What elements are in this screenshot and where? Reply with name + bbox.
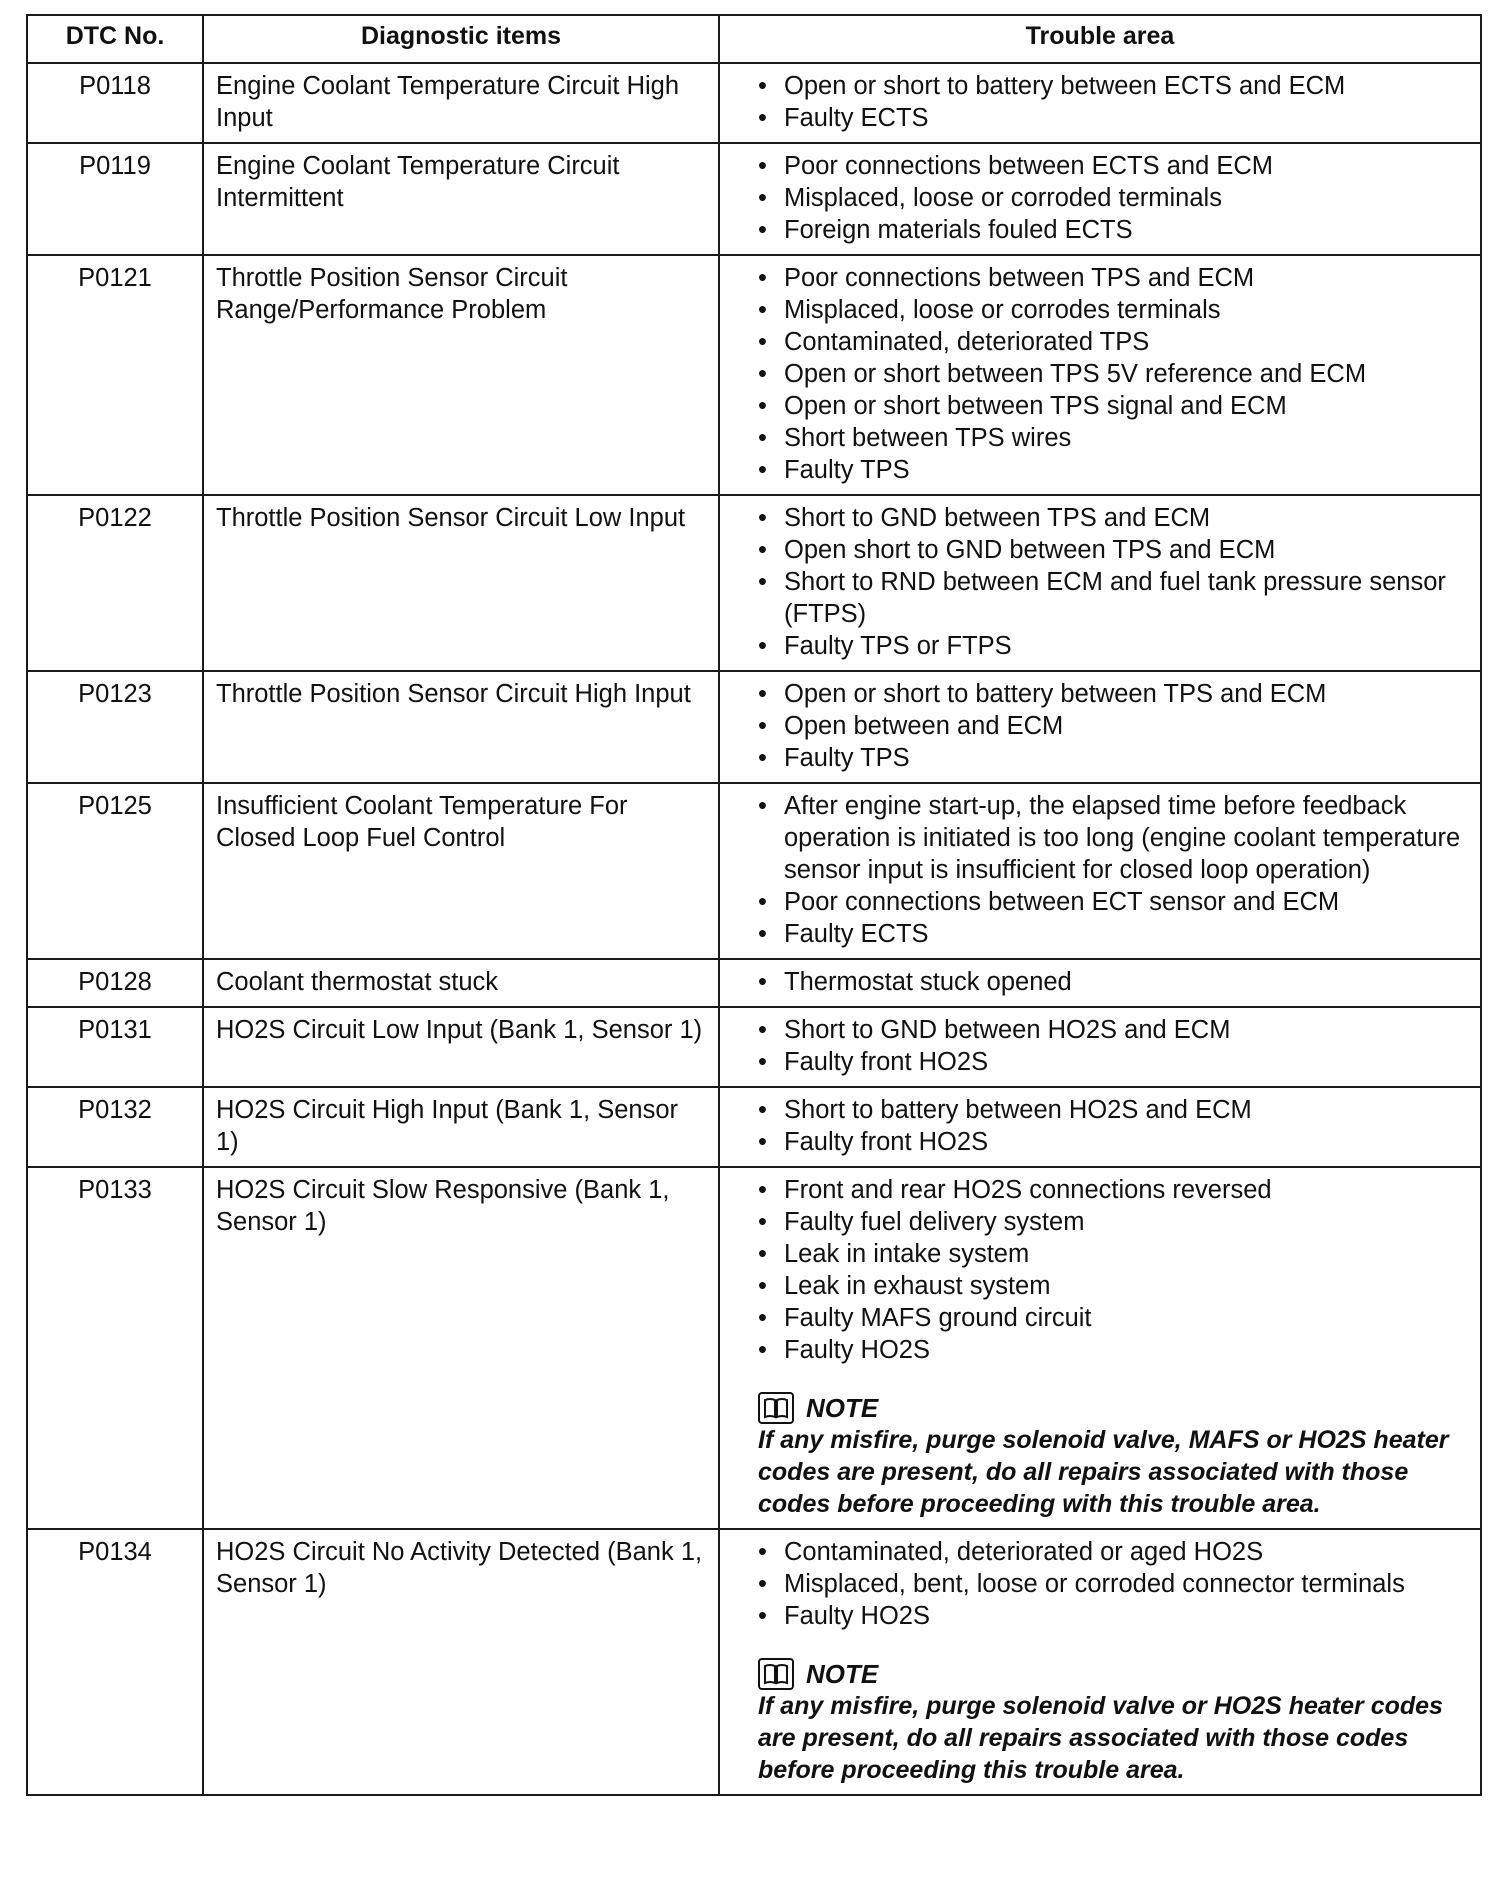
trouble-area-item: • Short to GND between TPS and ECM [758,502,1470,534]
trouble-area-item: • Front and rear HO2S connections reversed [758,1174,1470,1206]
table-row [27,1167,1481,1529]
trouble-area-list [758,70,1470,134]
trouble-area-item: • Open or short to battery between ECTS and ECM [758,70,1470,102]
trouble-area-cell [719,959,1481,1007]
diagnostic-item: Throttle Position Sensor Circuit High Input [203,671,719,783]
trouble-area-list [758,150,1470,246]
diagnostic-item: Insufficient Coolant Temperature For Closed Loop Fuel Control [203,783,719,959]
trouble-area-item: • Contaminated, deteriorated or aged HO2S [758,1536,1470,1568]
header-diagnostic-items: Diagnostic items [203,15,719,63]
diagnostic-item: Coolant thermostat stuck [203,959,719,1007]
trouble-area-item: • Faulty TPS [758,742,1470,774]
dtc-code: P0122 [27,495,203,671]
trouble-area-cell [719,671,1481,783]
trouble-area-item: • Open between and ECM [758,710,1470,742]
diagnostic-item: HO2S Circuit Slow Responsive (Bank 1, Sensor 1) [203,1167,719,1529]
table-row [27,1007,1481,1087]
trouble-area-cell [719,1007,1481,1087]
table-row [27,63,1481,143]
trouble-area-item: • Poor connections between TPS and ECM [758,262,1470,294]
dtc-code: P0133 [27,1167,203,1529]
trouble-area-item: • Leak in exhaust system [758,1270,1470,1302]
diagnostic-item: Throttle Position Sensor Circuit Low Input [203,495,719,671]
trouble-area-cell [719,495,1481,671]
trouble-area-item: • Open short to GND between TPS and ECM [758,534,1470,566]
trouble-area-item: • Faulty MAFS ground circuit [758,1302,1470,1334]
table-header-row [27,15,1481,63]
table-row [27,671,1481,783]
trouble-area-cell [719,1167,1481,1529]
header-dtc-no: DTC No. [27,15,203,63]
table-row [27,495,1481,671]
trouble-area-item: • Open or short between TPS 5V reference and ECM [758,358,1470,390]
diagnostic-item: HO2S Circuit No Activity Detected (Bank 1, Sensor 1) [203,1529,719,1795]
book-icon [758,1658,794,1690]
note-text: If any misfire, purge solenoid valve or HO2S heater codes are present, do all repairs associated with those codes before proceeding this trouble area. [758,1692,1443,1784]
dtc-table [26,14,1482,1796]
trouble-area-item: • Misplaced, bent, loose or corroded connector terminals [758,1568,1470,1600]
trouble-area-cell [719,255,1481,495]
dtc-code: P0125 [27,783,203,959]
trouble-area-item: • Open or short between TPS signal and ECM [758,390,1470,422]
trouble-area-item: • Misplaced, loose or corroded terminals [758,182,1470,214]
trouble-area-item: • Faulty fuel delivery system [758,1206,1470,1238]
trouble-area-list [758,790,1470,950]
table-row [27,1087,1481,1167]
trouble-area-item: • Poor connections between ECT sensor and ECM [758,886,1470,918]
table-body [27,63,1481,1795]
trouble-area-item: • Foreign materials fouled ECTS [758,214,1470,246]
trouble-area-list [758,1014,1470,1078]
trouble-area-list [758,1536,1470,1632]
trouble-area-list [758,262,1470,486]
diagnostic-item: Throttle Position Sensor Circuit Range/Performance Problem [203,255,719,495]
trouble-area-item: • Faulty HO2S [758,1334,1470,1366]
trouble-area-item: • Faulty TPS or FTPS [758,630,1470,662]
diagnostic-item: HO2S Circuit Low Input (Bank 1, Sensor 1) [203,1007,719,1087]
dtc-code: P0119 [27,143,203,255]
note-box [758,1392,1470,1520]
dtc-code: P0128 [27,959,203,1007]
trouble-area-item: • Leak in intake system [758,1238,1470,1270]
note-title: NOTE [806,1659,879,1689]
diagnostic-item: Engine Coolant Temperature Circuit Intermittent [203,143,719,255]
header-trouble-area: Trouble area [719,15,1481,63]
trouble-area-cell [719,143,1481,255]
trouble-area-item: • Faulty ECTS [758,918,1470,950]
trouble-area-item: • Faulty front HO2S [758,1126,1470,1158]
table-row [27,1529,1481,1795]
table-row [27,959,1481,1007]
trouble-area-cell [719,63,1481,143]
dtc-code: P0118 [27,63,203,143]
note-box [758,1658,1470,1786]
trouble-area-item: • Poor connections between ECTS and ECM [758,150,1470,182]
trouble-area-cell [719,1087,1481,1167]
trouble-area-list [758,678,1470,774]
trouble-area-cell [719,1529,1481,1795]
dtc-code: P0134 [27,1529,203,1795]
trouble-area-item: • Short to RND between ECM and fuel tank pressure sensor (FTPS) [758,566,1470,630]
trouble-area-item: • Short to battery between HO2S and ECM [758,1094,1470,1126]
note-title: NOTE [806,1393,879,1423]
table-row [27,143,1481,255]
trouble-area-list [758,1094,1470,1158]
trouble-area-item: • Faulty ECTS [758,102,1470,134]
trouble-area-cell [719,783,1481,959]
trouble-area-item: • Thermostat stuck opened [758,966,1470,998]
trouble-area-item: • Faulty TPS [758,454,1470,486]
trouble-area-item: • Contaminated, deteriorated TPS [758,326,1470,358]
trouble-area-item: • Short to GND between HO2S and ECM [758,1014,1470,1046]
note-text: If any misfire, purge solenoid valve, MAFS or HO2S heater codes are present, do all repairs associated with those codes before proceeding with this trouble area. [758,1426,1449,1518]
trouble-area-item: • Faulty HO2S [758,1600,1470,1632]
trouble-area-item: • Misplaced, loose or corrodes terminals [758,294,1470,326]
trouble-area-list [758,966,1470,998]
dtc-code: P0121 [27,255,203,495]
table-row [27,783,1481,959]
trouble-area-list [758,1174,1470,1366]
dtc-code: P0123 [27,671,203,783]
trouble-area-item: • Faulty front HO2S [758,1046,1470,1078]
table-row [27,255,1481,495]
trouble-area-item: • Open or short to battery between TPS and ECM [758,678,1470,710]
book-icon [758,1392,794,1424]
dtc-code: P0132 [27,1087,203,1167]
note-heading [758,1658,1470,1690]
trouble-area-item: • Short between TPS wires [758,422,1470,454]
diagnostic-item: HO2S Circuit High Input (Bank 1, Sensor 1) [203,1087,719,1167]
dtc-code: P0131 [27,1007,203,1087]
trouble-area-list [758,502,1470,662]
note-heading [758,1392,1470,1424]
trouble-area-item: • After engine start-up, the elapsed time before feedback operation is initiated is too long (engine coolant temperature sensor input is insufficient for closed loop operation) [758,790,1470,886]
diagnostic-item: Engine Coolant Temperature Circuit High Input [203,63,719,143]
